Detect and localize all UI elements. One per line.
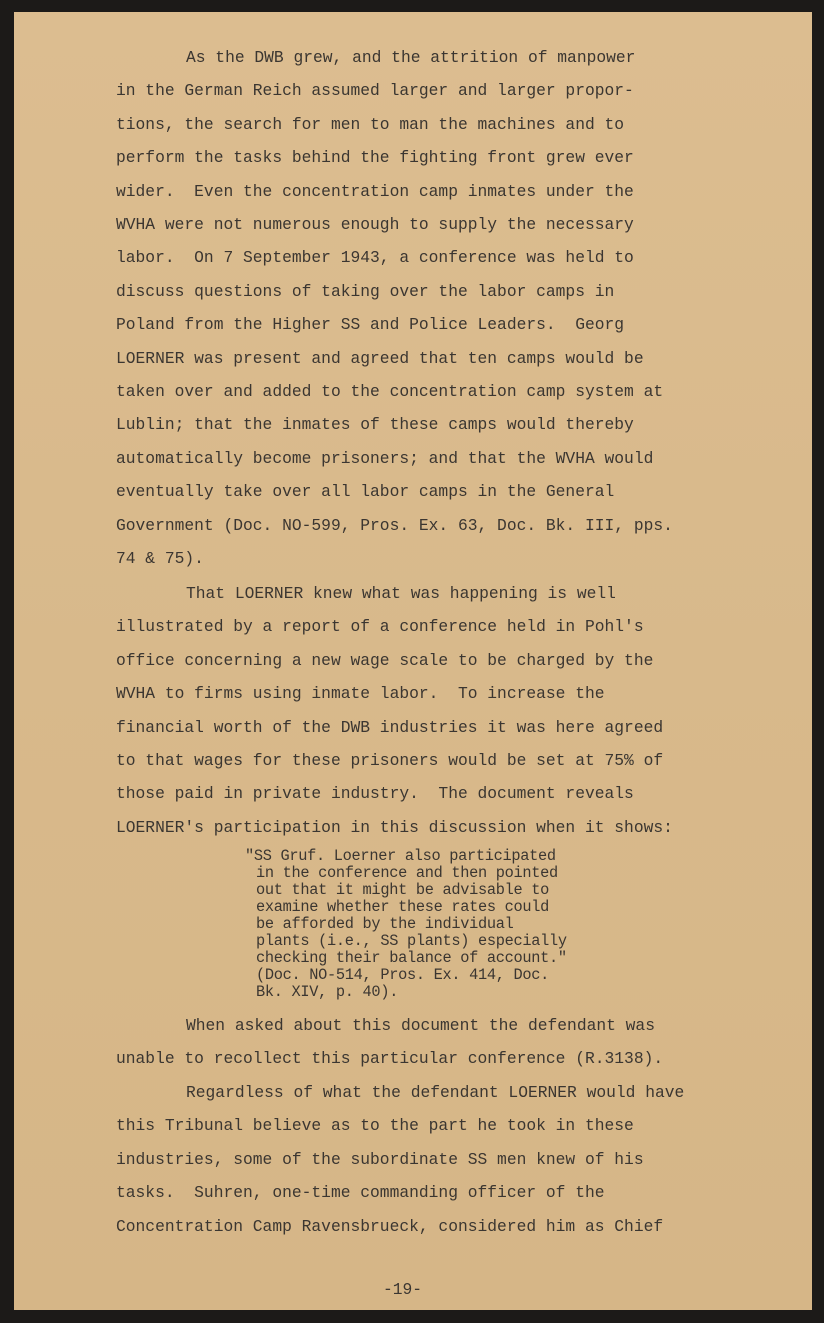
quote-line: be afforded by the individual	[256, 915, 514, 933]
quote-line: plants (i.e., SS plants) especially	[256, 932, 567, 950]
quote-line: checking their balance of account."	[256, 949, 567, 967]
paragraph-4-line: this Tribunal believe as to the part he took in these	[116, 1116, 634, 1136]
paragraph-1-line: Poland from the Higher SS and Police Leaders. Georg	[116, 315, 625, 335]
paragraph-2-line: WVHA to firms using inmate labor. To increase the	[116, 684, 605, 704]
paragraph-4-line: industries, some of the subordinate SS men knew of his	[116, 1149, 644, 1169]
page-number: -19-	[383, 1280, 423, 1299]
paragraph-1-line: Lublin; that the inmates of these camps would thereby	[116, 415, 634, 435]
paragraph-2-line: financial worth of the DWB industries it was here agreed	[116, 717, 664, 737]
quote-line: out that it might be advisable to	[256, 881, 550, 899]
quote-line: (Doc. NO-514, Pros. Ex. 414, Doc.	[256, 966, 550, 984]
paragraph-1-line: automatically become prisoners; and that the WVHA would	[116, 448, 654, 468]
paragraph-1-line: labor. On 7 September 1943, a conference was held to	[116, 248, 634, 268]
paragraph-1-line: WVHA were not numerous enough to supply the necessary	[116, 215, 634, 234]
paragraph-2-line: those paid in private industry. The document reveals	[116, 784, 634, 804]
paragraph-1-line: taken over and added to the concentration camp system at	[116, 382, 664, 401]
paragraph-3-line: When asked about this document the defendant was	[186, 1016, 655, 1035]
paragraph-2-line: to that wages for these prisoners would be set at 75% of	[116, 751, 664, 770]
paragraph-4-line: tasks. Suhren, one-time commanding officer of the	[116, 1183, 605, 1203]
paragraph-3-line: unable to recollect this particular conference (R.3138).	[116, 1049, 664, 1069]
paragraph-4-line: Regardless of what the defendant LOERNER would have	[186, 1083, 685, 1102]
paragraph-1-line: wider. Even the concentration camp inmates under the	[116, 181, 634, 201]
paragraph-2-line: LOERNER's participation in this discussion when it shows:	[116, 817, 673, 837]
quote-line: Bk. XIV, p. 40).	[256, 983, 399, 1001]
paragraph-1-line: As the DWB grew, and the attrition of manpower	[186, 48, 636, 67]
paragraph-1-line: 74 & 75).	[116, 549, 204, 568]
paragraph-1-line: LOERNER was present and agreed that ten camps would be	[116, 348, 644, 368]
paragraph-1-line: eventually take over all labor camps in the General	[116, 482, 615, 502]
quote-line: in the conference and then pointed	[256, 864, 558, 882]
paragraph-4-line: Concentration Camp Ravensbrueck, considered him as Chief	[116, 1216, 664, 1236]
paragraph-2-line: office concerning a new wage scale to be charged by the	[116, 650, 654, 670]
quote-line: "SS Gruf. Loerner also participated	[245, 847, 556, 865]
paragraph-1-line: perform the tasks behind the fighting front grew ever	[116, 148, 634, 168]
paragraph-1-line: Government (Doc. NO-599, Pros. Ex. 63, Doc. Bk. III, pps.	[116, 515, 673, 535]
paragraph-2-line: That LOERNER knew what was happening is well	[186, 584, 616, 603]
paragraph-1-line: tions, the search for men to man the machines and to	[116, 114, 625, 134]
document-page	[14, 12, 812, 1310]
paragraph-2-line: illustrated by a report of a conference held in Pohl's	[116, 617, 644, 637]
quote-line: examine whether these rates could	[256, 898, 550, 916]
paragraph-1-line: discuss questions of taking over the labor camps in	[116, 281, 615, 301]
paragraph-1-line: in the German Reich assumed larger and larger propor-	[116, 81, 634, 101]
